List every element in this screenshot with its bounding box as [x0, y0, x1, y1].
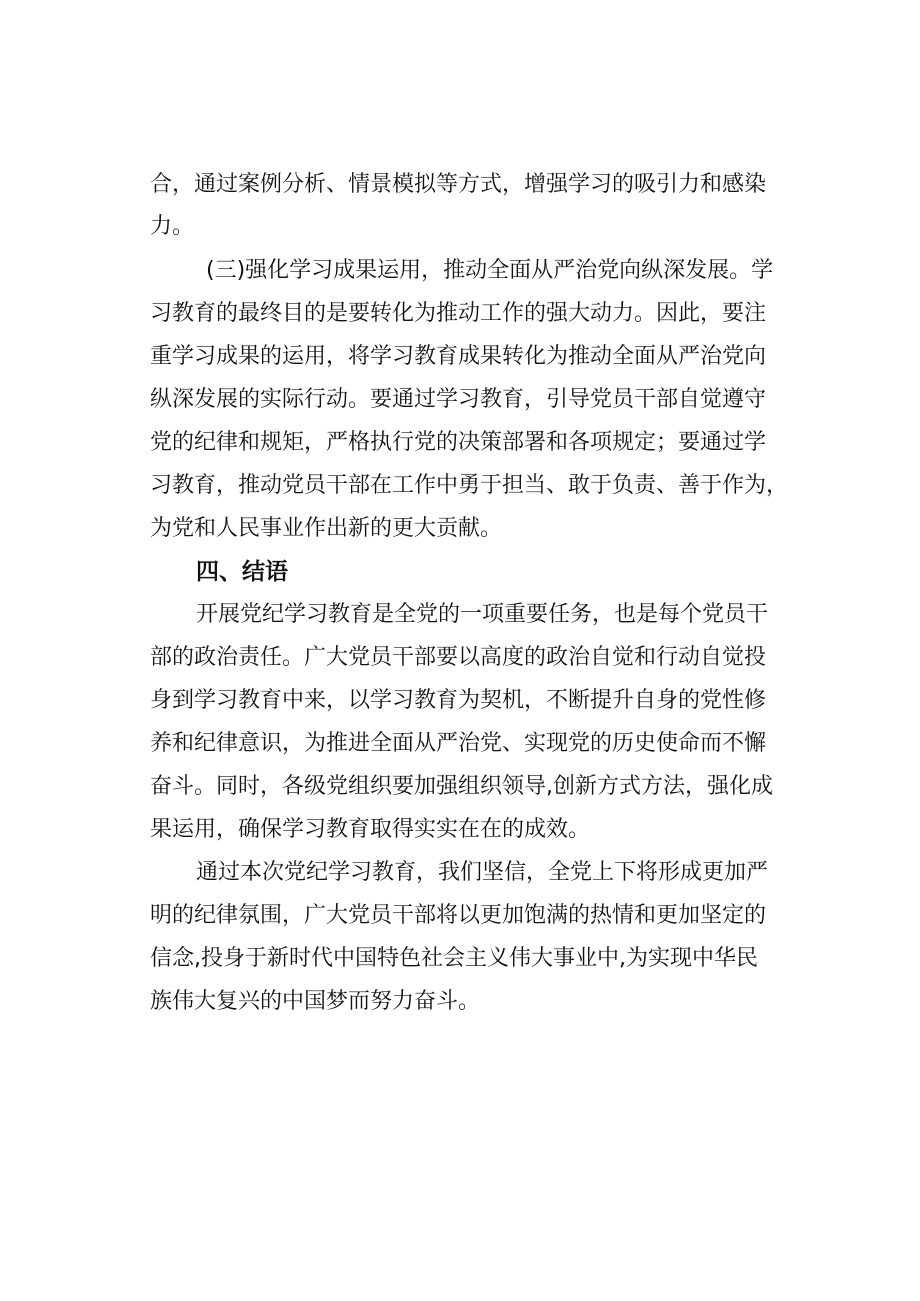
paragraph-line: 奋斗。同时，各级党组织要加强组织领导,创新方式方法，强化成 — [150, 774, 773, 799]
paragraph-line: 为党和人民事业作出新的更大贡献。 — [150, 516, 503, 541]
paragraph-line: 习教育，推动党员干部在工作中勇于担当、敢于负责、善于作为， — [150, 473, 789, 498]
paragraph-line: 纵深发展的实际行动。要通过学习教育，引导党员干部自觉遵守 — [150, 387, 767, 412]
paragraph-line: 身到学习教育中来，以学习教育为契机，不断提升自身的党性修 — [150, 688, 767, 713]
paragraph-line: 通过本次党纪学习教育，我们坚信，全党上下将形成更加严 — [196, 860, 769, 885]
paragraph-line: 合，通过案例分析、情景模拟等方式，增强学习的吸引力和感染 — [150, 172, 767, 197]
paragraph-line: 信念,投身于新时代中国特色社会主义伟大事业中,为实现中华民 — [150, 946, 758, 971]
paragraph-line: 族伟大复兴的中国梦而努力奋斗。 — [150, 989, 481, 1014]
paragraph-line: 养和纪律意识，为推进全面从严治党、实现党的历史使命而不懈 — [150, 731, 767, 756]
paragraph-line: 明的纪律氛围，广大党员干部将以更加饱满的热情和更加坚定的 — [150, 903, 767, 928]
paragraph-line: 党的纪律和规矩，严格执行党的决策部署和各项规定；要通过学 — [150, 430, 767, 455]
paragraph-line: 部的政治责任。广大党员干部要以高度的政治自觉和行动自觉投 — [150, 645, 767, 670]
paragraph-line: 果运用，确保学习教育取得实实在在的成效。 — [150, 817, 591, 842]
paragraph-line: 重学习成果的运用，将学习教育成果转化为推动全面从严治党向 — [150, 344, 767, 369]
subsection-title-line: (三)强化学习成果运用，推动全面从严治党向纵深发展。学 — [206, 258, 774, 283]
section-heading: 四、结语 — [196, 559, 288, 585]
paragraph-line: 习教育的最终目的是要转化为推动工作的强大动力。因此，要注 — [150, 301, 767, 326]
paragraph-line: 力。 — [150, 214, 195, 239]
paragraph-line: 开展党纪学习教育是全党的一项重要任务，也是每个党员干 — [196, 602, 769, 627]
